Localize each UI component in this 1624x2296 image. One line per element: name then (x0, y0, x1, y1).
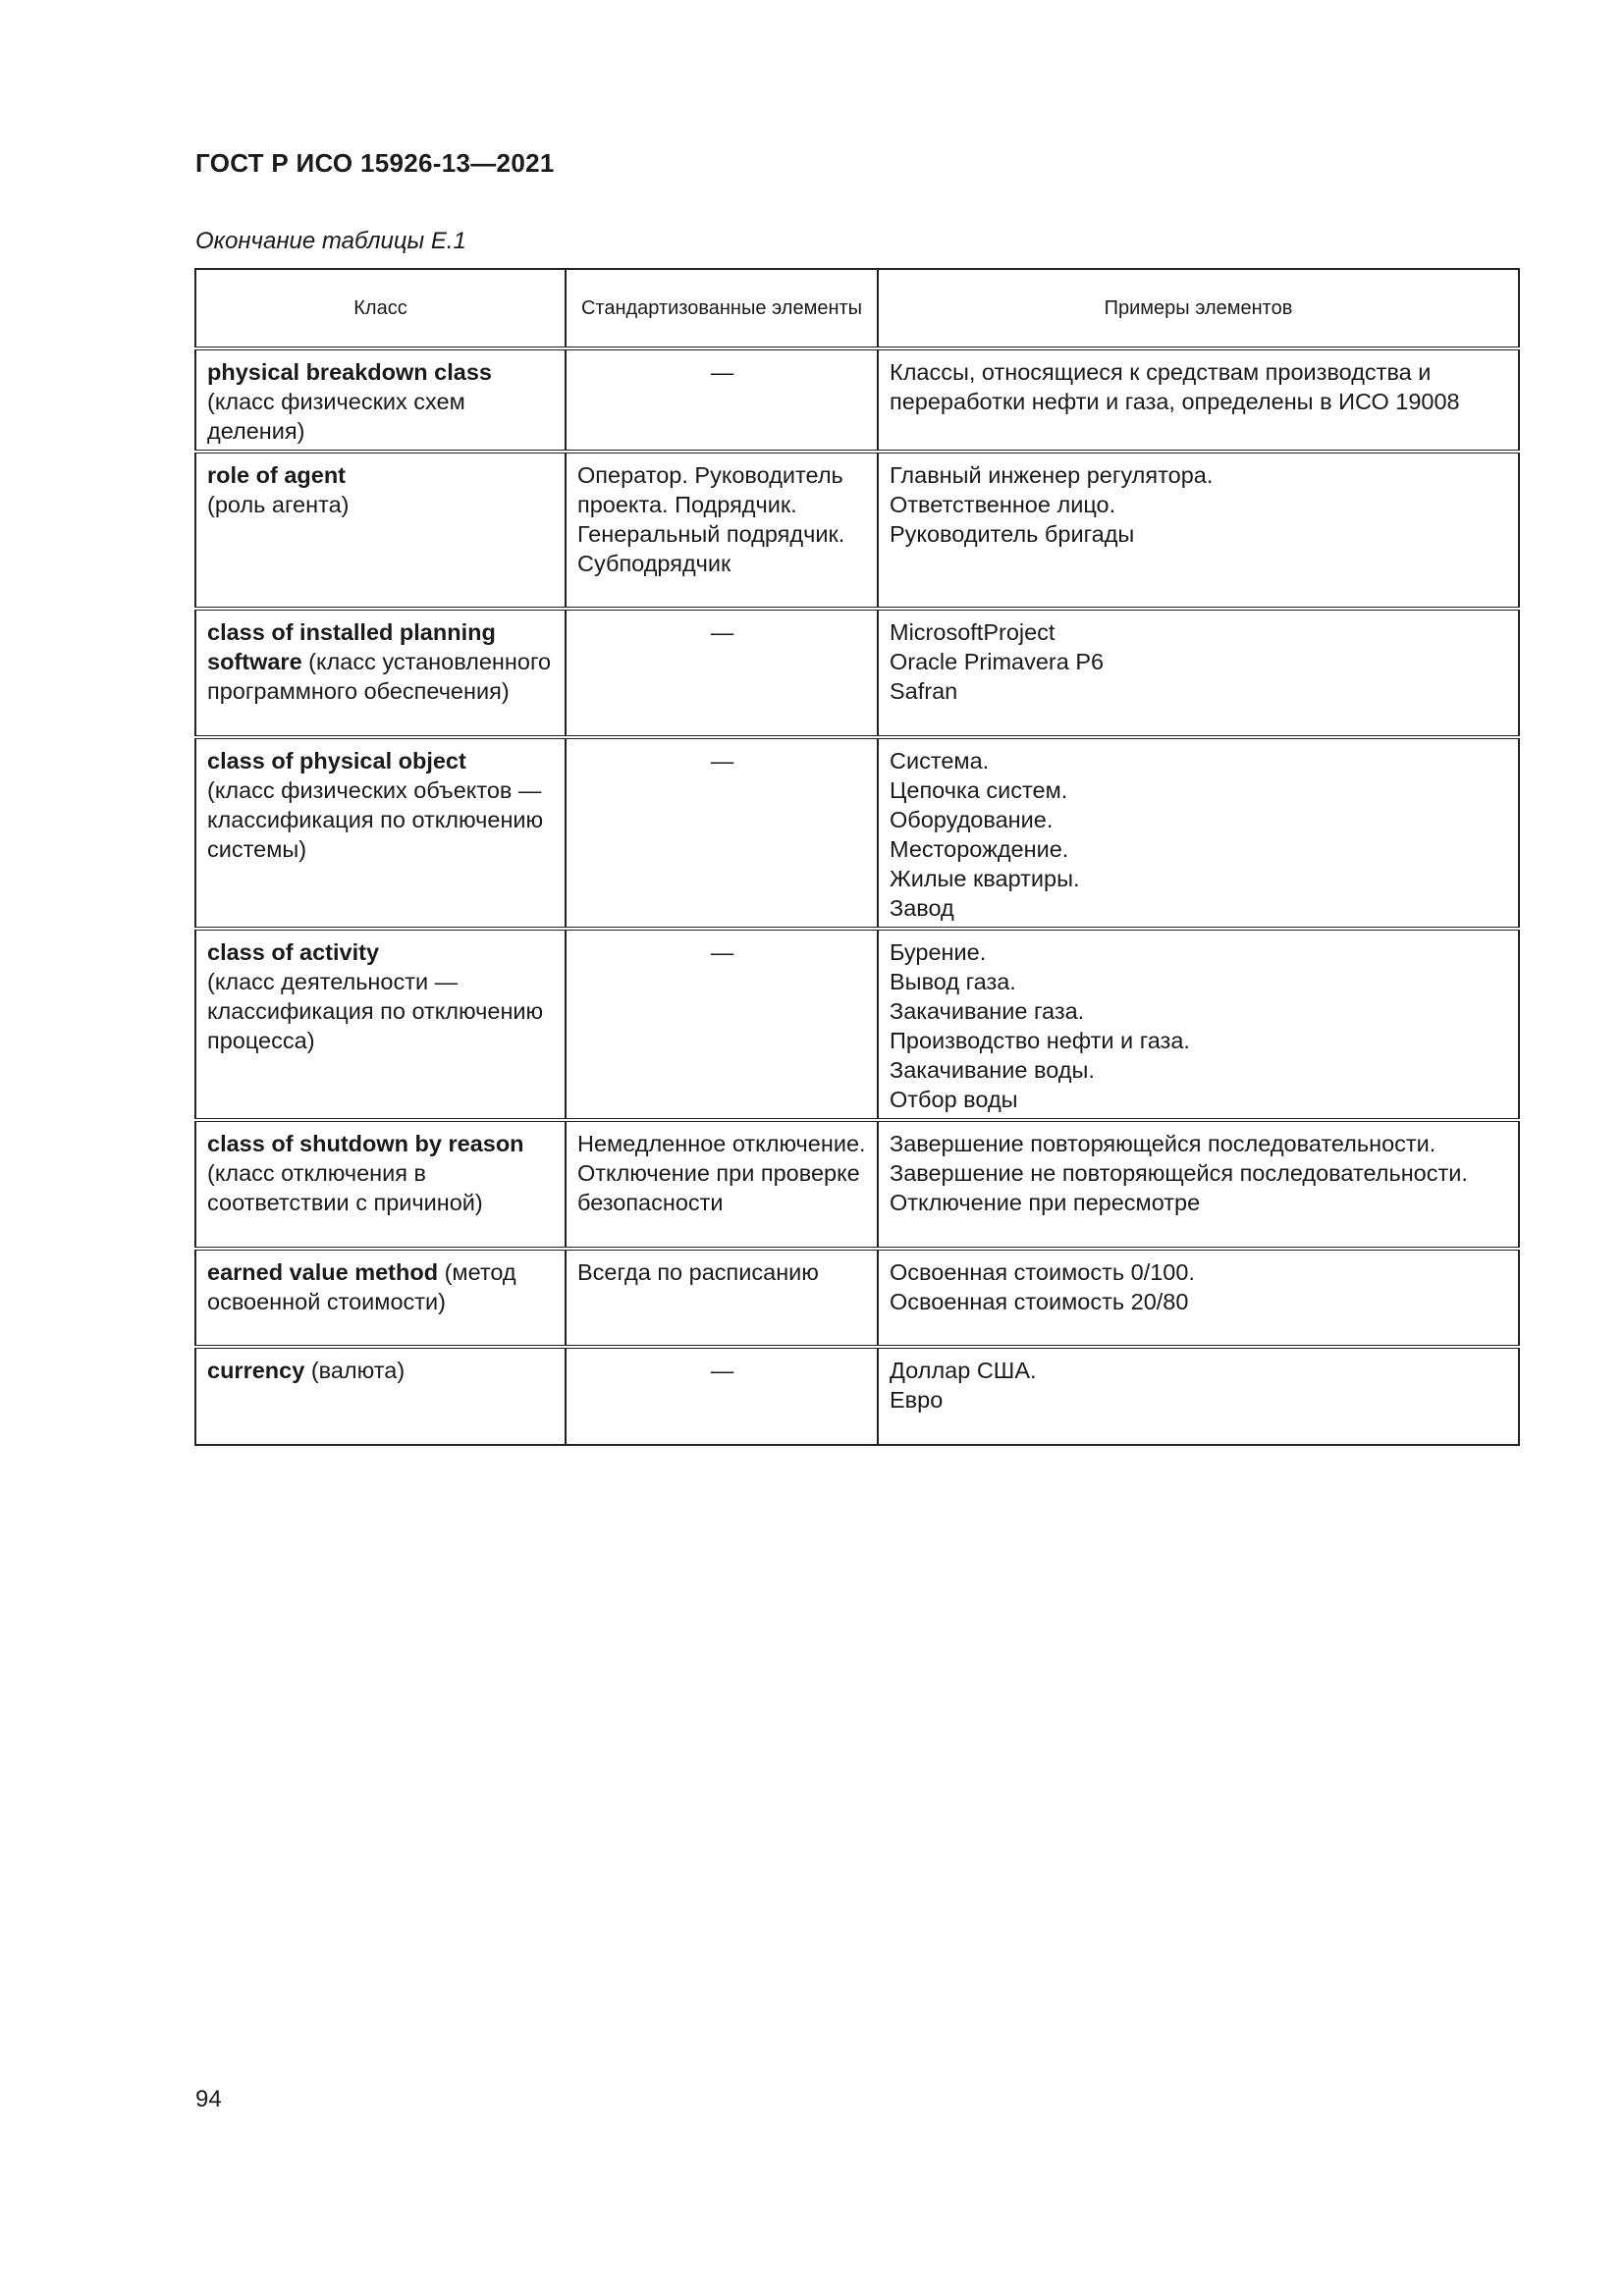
class-name-ru: (класс установленного программного обеспечения) (207, 649, 552, 704)
table-header-row (195, 269, 1519, 348)
example-item: Оборудование. (890, 807, 1054, 832)
table-row (195, 1249, 1519, 1347)
examples-cell (878, 1347, 1519, 1445)
example-item: Отбор воды (890, 1087, 1018, 1112)
example-item: Цепочка систем. (890, 777, 1068, 803)
example-item: Доллар США. (890, 1358, 1037, 1383)
example-item: Ответственное лицо. (890, 492, 1116, 517)
table-row (195, 609, 1519, 737)
table-row (195, 452, 1519, 609)
class-name-en: class of activity (207, 939, 380, 965)
examples-cell (878, 1120, 1519, 1249)
example-item: Завод (890, 895, 954, 921)
class-cell (195, 452, 566, 609)
example-item: Завершение повторяющейся последовательности. (890, 1131, 1436, 1156)
class-name-ru: (роль агента) (207, 492, 350, 517)
examples-cell: Классы, относящиеся к средствам производства и переработки нефти и газа, определены в ИСО 19008 (878, 348, 1519, 452)
class-name-ru: (класс отключения в соответствии с причиной) (207, 1160, 483, 1215)
example-item: Safran (890, 678, 958, 704)
example-item: Завершение не повторяющейся последовательности. (890, 1160, 1468, 1186)
class-name-en: class of physical object (207, 748, 466, 774)
class-name-ru: (класс деятельности — классификация по отключению процесса) (207, 969, 544, 1053)
class-name-ru: (метод освоенной стоимости) (207, 1259, 516, 1314)
class-name-en: class of shutdown by reason (207, 1131, 524, 1156)
table-row (195, 1120, 1519, 1249)
example-item: Евро (890, 1387, 944, 1413)
class-name-ru: (класс физических объектов — классификация по отключению системы) (207, 777, 544, 862)
class-cell (195, 737, 566, 929)
example-item: Освоенная стоимость 20/80 (890, 1289, 1189, 1314)
example-item: Руководитель бригады (890, 521, 1135, 547)
standard-elements-cell: Оператор. Руководитель проекта. Подрядчик. Генеральный подрядчик. Субподрядчик (566, 452, 878, 609)
class-cell (195, 348, 566, 452)
class-name-ru: (валюта) (310, 1358, 406, 1383)
column-header-class: Класс (195, 269, 566, 348)
document-header: ГОСТ Р ИСО 15926-13—2021 (195, 148, 555, 178)
table-row (195, 929, 1519, 1120)
class-cell (195, 929, 566, 1120)
classes-table-container (194, 268, 1518, 1446)
standard-elements-cell: Всегда по расписанию (566, 1249, 878, 1347)
classes-table (194, 268, 1520, 1446)
example-item: Производство нефти и газа. (890, 1028, 1190, 1053)
example-item: Система. (890, 748, 990, 774)
example-item: Закачивание газа. (890, 998, 1085, 1024)
example-item: Жилые квартиры. (890, 866, 1080, 891)
class-name-en: earned value method (207, 1259, 439, 1285)
example-item: Главный инженер регулятора. (890, 462, 1214, 488)
example-item: Отключение при пересмотре (890, 1190, 1201, 1215)
standard-elements-cell: — (566, 737, 878, 929)
class-cell (195, 1249, 566, 1347)
examples-cell (878, 452, 1519, 609)
examples-cell (878, 609, 1519, 737)
standard-elements-cell: — (566, 348, 878, 452)
example-item: Oracle Primavera P6 (890, 649, 1105, 674)
class-cell (195, 1120, 566, 1249)
example-item: Бурение. (890, 939, 987, 965)
examples-cell (878, 1249, 1519, 1347)
table-row (195, 737, 1519, 929)
standard-elements-cell: — (566, 609, 878, 737)
page-number: 94 (195, 2086, 222, 2112)
table-caption: Окончание таблицы Е.1 (195, 228, 466, 254)
class-cell (195, 1347, 566, 1445)
class-name-en: class of installed planning software (207, 619, 496, 674)
example-item: Месторождение. (890, 836, 1069, 862)
class-name-ru: (класс физических схем деления) (207, 389, 465, 444)
column-header-standard: Стандартизованные элементы (566, 269, 878, 348)
standard-elements-cell: — (566, 1347, 878, 1445)
example-item: Вывод газа. (890, 969, 1016, 994)
example-item: Освоенная стоимость 0/100. (890, 1259, 1195, 1285)
table-row (195, 348, 1519, 452)
class-name-en: currency (207, 1358, 305, 1383)
column-header-examples: Примеры элементов (878, 269, 1519, 348)
class-name-en: physical breakdown class (207, 359, 492, 385)
example-item: MicrosoftProject (890, 619, 1056, 645)
class-cell (195, 609, 566, 737)
standard-elements-cell: — (566, 929, 878, 1120)
example-item: Закачивание воды. (890, 1057, 1095, 1083)
examples-cell (878, 737, 1519, 929)
table-row (195, 1347, 1519, 1445)
class-name-en: role of agent (207, 462, 347, 488)
examples-cell (878, 929, 1519, 1120)
standard-elements-cell: Немедленное отключение. Отключение при проверке безопасности (566, 1120, 878, 1249)
